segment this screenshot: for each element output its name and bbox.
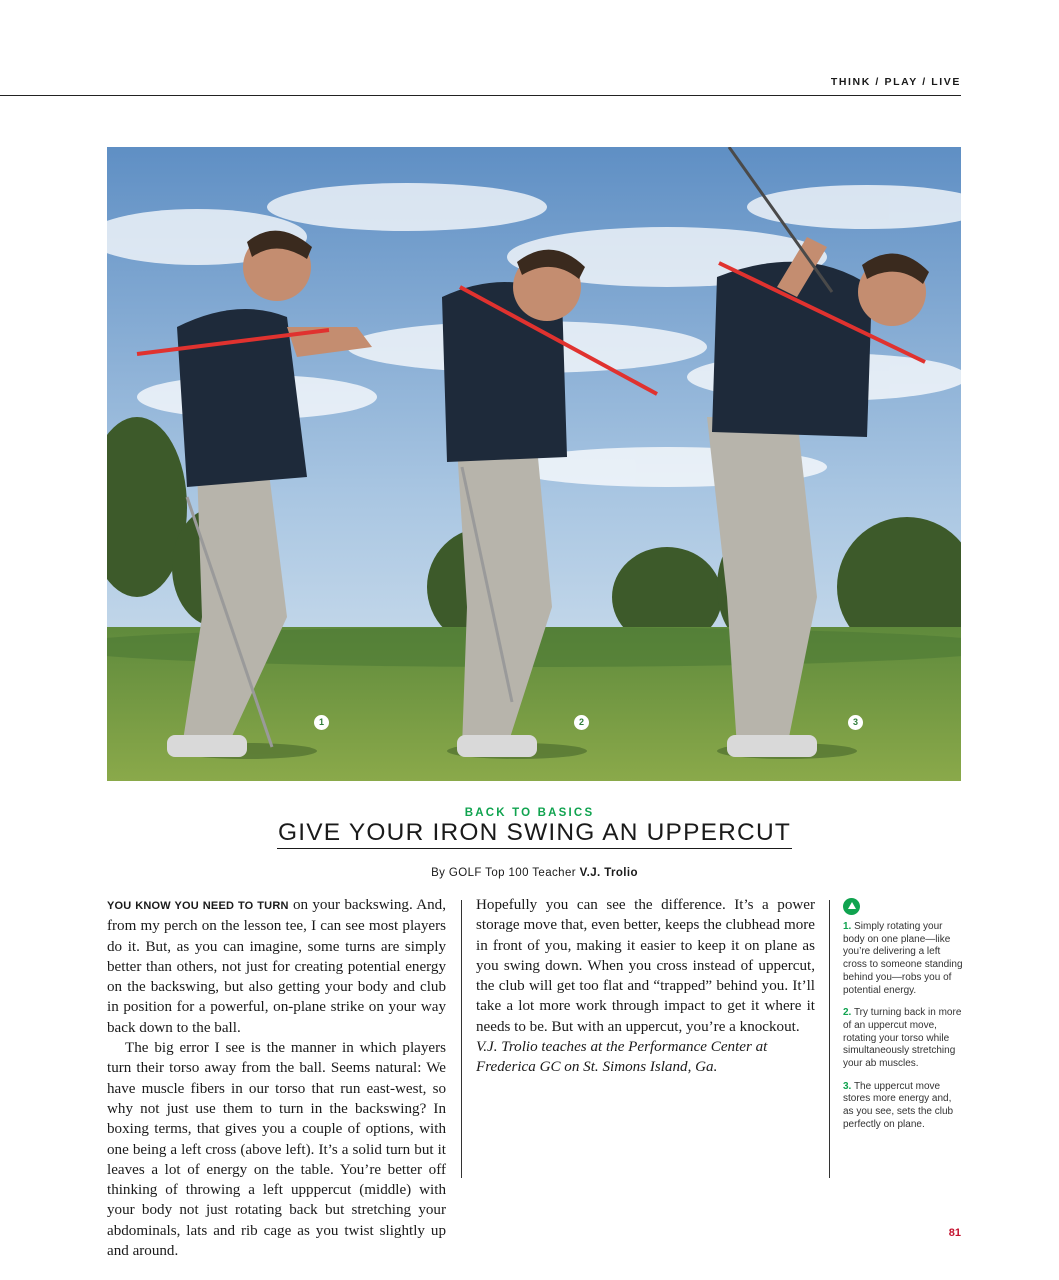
photo-badge-1: 1 bbox=[314, 715, 329, 730]
photo-illustration bbox=[107, 147, 961, 781]
sidebar-note-1 bbox=[843, 921, 963, 997]
body-paragraph-3: Hopefully you can see the difference. It’s a power storage move that, even better, keeps the clubhead more in front of you, making it easier to keep it on plane as you swing down. When you cross instead of uppercut, the club will get too flat and “trapped” behind you. It’ll take a lot more work through impact to get it where it needs to be. But with an uppercut, you’re a knockout. bbox=[476, 897, 815, 1035]
article-kicker: BACK TO BASICS bbox=[464, 807, 595, 819]
article-headline bbox=[0, 819, 1059, 847]
byline-author: V.J. Trolio bbox=[579, 867, 638, 879]
note-2-text: Try turning back in more of an uppercut move, rotating your torso while simultaneously stretching your ab muscles. bbox=[843, 1007, 962, 1070]
note-2-number: 2. bbox=[843, 1007, 852, 1019]
triangle-up-icon bbox=[843, 898, 860, 915]
author-credit: V.J. Trolio teaches at the Performance Center at Frederica GC on St. Simons Island, Ga. bbox=[476, 1039, 768, 1076]
article-byline bbox=[0, 867, 1059, 879]
note-3-text: The uppercut move stores more energy and, as you see, sets the club perfectly on plane. bbox=[843, 1080, 954, 1130]
byline-prefix: By GOLF Top 100 Teacher bbox=[431, 867, 580, 879]
section-label: THINK / PLAY / LIVE bbox=[830, 76, 961, 88]
lead-in: YOU KNOW YOU NEED TO TURN bbox=[107, 900, 289, 912]
body-column-2 bbox=[476, 895, 815, 1078]
photo-badge-2: 2 bbox=[574, 715, 589, 730]
note-1-number: 1. bbox=[843, 921, 852, 932]
swing-sequence-photo bbox=[107, 147, 961, 781]
paragraph-1-text: on your backswing. And, from my perch on the lesson tee, I can see most players do it. But, as you can imagine, some turns are simply better than others, not just for creating potential energy on the backswing, but also getting your body and club in position for a powerful, on-plane strike on your way back down to the ball. bbox=[107, 897, 446, 1036]
headline-text: GIVE YOUR IRON SWING AN UPPERCUT bbox=[277, 819, 792, 849]
body-paragraph-2: The big error I see is the manner in which players turn their torso away from the ball. Seems natural: We have muscle fibers in our torso that run east-west, so why not just use them to turn in the backswing? In boxing terms, that gives you a couple of options, with one being a left cross (above left). It’s a solid turn but it leaves a lot of energy on the table. You’re better off thinking of throwing a left upppercut (middle) with your body not just rotating back but stretching your abdominals, lats and rib cage as you twist slightly up and around. bbox=[107, 1040, 446, 1260]
page-number: 81 bbox=[948, 1227, 961, 1239]
note-3-number: 3. bbox=[843, 1080, 852, 1092]
body-column-1 bbox=[107, 895, 446, 1261]
sidebar-note-3 bbox=[843, 1081, 963, 1132]
column-divider-1 bbox=[461, 900, 462, 1178]
body-paragraph-1 bbox=[107, 895, 446, 1038]
photo-badge-3: 3 bbox=[848, 715, 863, 730]
sidebar-notes bbox=[843, 898, 963, 1142]
column-divider-2 bbox=[829, 900, 830, 1178]
sidebar-note-2 bbox=[843, 1007, 963, 1071]
top-rule bbox=[0, 95, 961, 96]
note-1-text: Simply rotating your body on one plane—like you’re delivering a left cross to someone standing behind you—robs you of potential energy. bbox=[843, 921, 963, 996]
